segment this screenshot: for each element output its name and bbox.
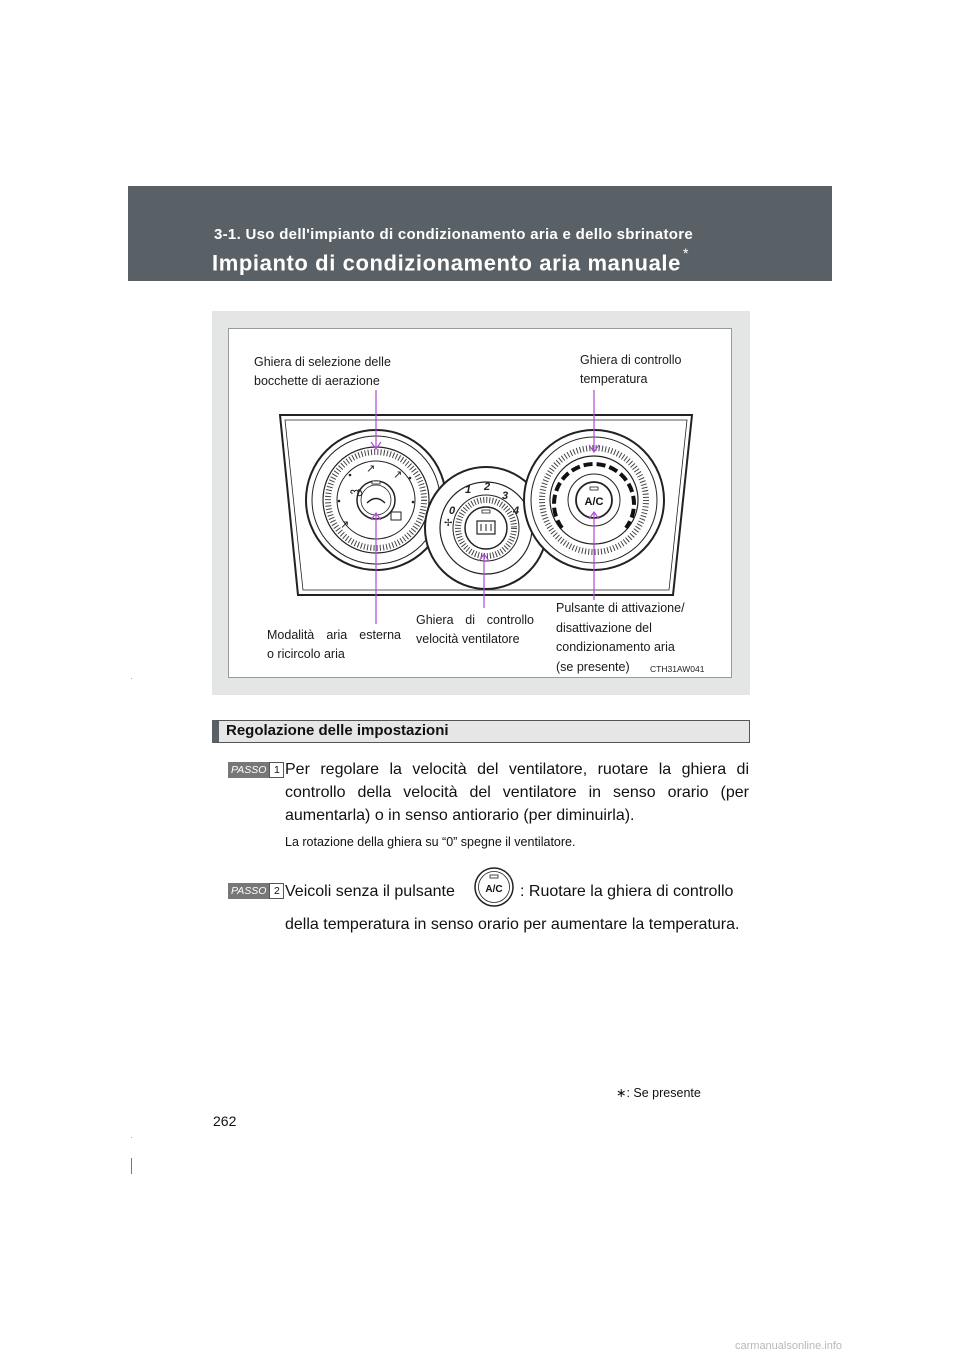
callout-fan-speed [416, 611, 534, 630]
fan-speed-3: 3 [502, 490, 509, 502]
step-1-text: Per regolare la velocità del ventilatore, ruotare la ghiera di controllo della velocità del ventilatore in senso orario (per aumentarla) o in senso antiorario (per diminuirla). [285, 761, 749, 824]
fan-speed-0: 0 [449, 505, 456, 517]
ac-button-label: A/C [584, 496, 604, 508]
ac-button-icon [473, 866, 515, 908]
page-number: 262 [213, 1113, 237, 1129]
svg-text:↗: ↗ [340, 518, 350, 531]
svg-text:✢: ✢ [444, 518, 453, 529]
page-title [212, 245, 690, 276]
callout-ac-line-3: condizionamento aria [556, 640, 675, 654]
callout-vent-selector [254, 353, 391, 391]
callout-ac-line-4: (se presente) [556, 659, 630, 674]
step-2-text-after: : Ruotare la ghiera di controllo [520, 883, 734, 900]
step-1-note: La rotazione della ghiera su “0” spegne il ventilatore. [285, 835, 576, 849]
margin-mark [131, 1137, 132, 1138]
step-1-badge-label: PASSO [228, 762, 269, 778]
step-2-text-rest: della temperatura in senso orario per aumentare la temperatura. [285, 916, 740, 933]
fan-speed-1: 1 [465, 484, 472, 496]
callout-fan-line-1: Ghiera di controllo [416, 613, 534, 627]
callout-vent-line-2: bocchette di aerazione [254, 374, 380, 388]
svg-text:↗: ↗ [366, 462, 376, 475]
step-2-text-before: Veicoli senza il pulsante [285, 883, 455, 900]
callout-ac-line-2: disattivazione del [556, 620, 652, 635]
margin-line [131, 1158, 132, 1174]
footnote: ∗: Se presente [616, 1086, 701, 1100]
callout-temp-line-2: temperatura [580, 372, 648, 386]
section-title: 3-1. Uso dell'impianto di condizionamento aria e dello sbrinatore [214, 226, 693, 243]
fan-speed-4: 4 [513, 505, 520, 517]
callout-recirc-line-1: Modalità aria esterna [267, 628, 401, 642]
callout-temp-line-1: Ghiera di controllo [580, 353, 682, 367]
section-heading: Regolazione delle impostazioni [226, 722, 449, 739]
callout-vent-line-1: Ghiera di selezione delle [254, 355, 391, 369]
svg-text:↗: ↗ [393, 468, 403, 481]
callout-fan-speed-2 [416, 630, 520, 649]
callout-recirc-line-2: o ricircolo aria [267, 647, 345, 661]
fan-speed-2: 2 [484, 481, 491, 493]
callout-recirculation [267, 626, 401, 645]
step-1-badge [228, 762, 284, 778]
callout-ac-line-1: Pulsante di attivazione/ [556, 601, 685, 615]
step-2-badge-number: 2 [269, 883, 284, 899]
callout-fan-line-2: velocità ventilatore [416, 632, 520, 646]
watermark: carmanualsonline.info [735, 1340, 843, 1352]
svg-text:ಌ: ಌ [350, 485, 363, 500]
page-title-text: Impianto di condizionamento aria manuale [212, 250, 681, 276]
callout-temperature-dial [580, 351, 681, 389]
margin-mark [131, 678, 132, 679]
step-2-badge-label: PASSO [228, 883, 269, 899]
step-2-badge [228, 883, 284, 899]
step-1-badge-number: 1 [269, 762, 284, 778]
figure-code: CTH31AW041 [650, 664, 705, 674]
optional-marker: * [682, 245, 690, 261]
ac-icon-label: A/C [485, 884, 503, 895]
callout-recirculation-2 [267, 645, 345, 664]
